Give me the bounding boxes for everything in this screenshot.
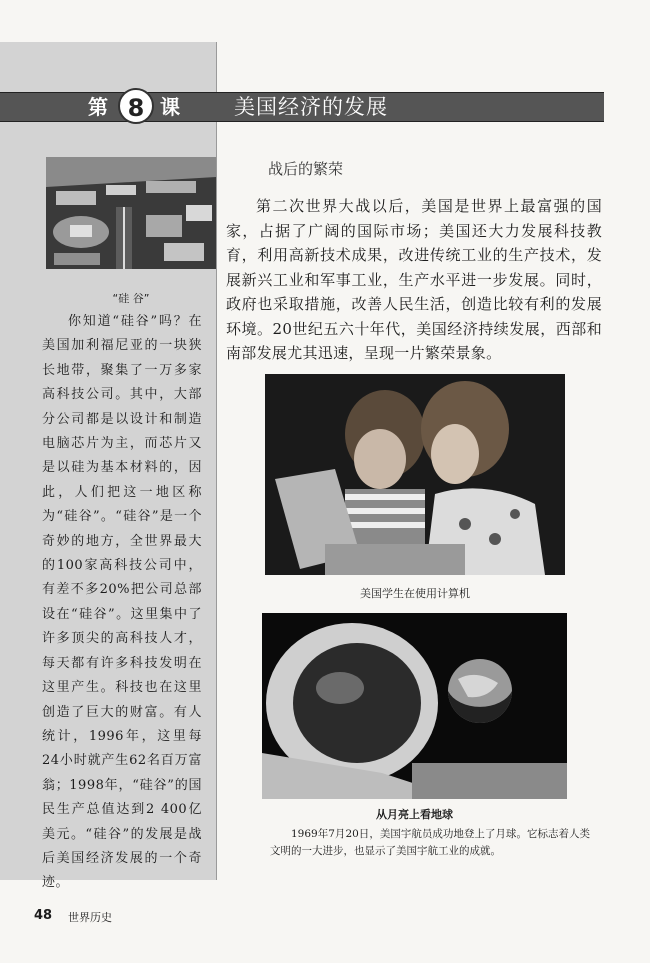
silicon-valley-caption: “硅 谷” [112, 292, 150, 305]
moon-landing-note: 1969年7月20日，美国宇航员成功地登上了月球。它标志着人类文明的一大进步，也显示了美国宇航工业的成就。 [270, 828, 590, 857]
moon-earth-photo [262, 613, 567, 799]
sidebar-text: 你知道“硅谷”吗？在美国加利福尼亚的一块狭长地带，聚集了一万多家高科技公司。其中，大部分公司都是以设计和制造电脑芯片为主，而芯片又是以硅为基本材料的，因此，人们把这一地区称为“硅谷”。“硅谷”是一个奇妙的地方，全世界最大的100家高科技公司中，有差不多20%把公司总部设在“硅谷”。这里集中了许多顶尖的高科技人才，每天都有许多科技发明在这里产生。科技也在这里创造了巨大的财富。有人统计，1996年，这里每24小时就产生62名百万富翁；1998年，“硅谷”的国民生产总值达到2 400亿美元。“硅谷”的发展是战后美国经济发展的一个奇迹。 [42, 314, 202, 891]
students-computer-photo [265, 374, 565, 575]
moon-earth-caption: 从月亮上看地球 [376, 808, 453, 821]
section-heading: 战后的繁荣 [268, 160, 344, 178]
lesson-number-badge: 8 [118, 88, 154, 124]
page-number: 48 [34, 908, 53, 923]
main-paragraph: 第二次世界大战以后，美国是世界上最富强的国家，占据了广阔的国际市场；美国还大力发展科技教育，利用高新技术成果，改进传统工业的生产技术，发展新兴工业和军事工业，生产水平进一步发展。同时，政府也采取措施，改善人民生活，创造比较有利的发展环境。20世纪五六十年代，美国经济持续发展，西部和南部发展尤其迅速，呈现一片繁荣景象。 [226, 197, 602, 362]
book-title: 世界历史 [68, 911, 112, 924]
silicon-valley-photo [46, 157, 216, 269]
students-computer-caption: 美国学生在使用计算机 [360, 587, 470, 600]
lesson-title-bar [0, 92, 604, 122]
lesson-prefix: 第 [88, 95, 108, 119]
sidebar-divider [216, 42, 217, 880]
lesson-suffix: 课 [160, 95, 180, 119]
lesson-title: 美国经济的发展 [234, 95, 388, 119]
